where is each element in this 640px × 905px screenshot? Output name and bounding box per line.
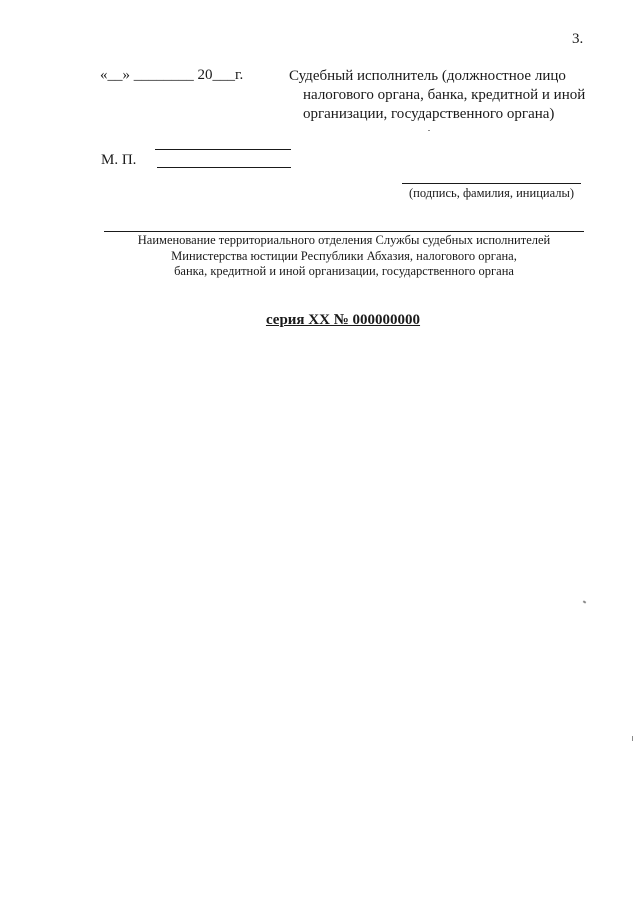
signature-caption: (подпись, фамилия, инициалы) <box>408 186 575 200</box>
stamp-blank-line <box>157 167 291 168</box>
scan-speck <box>428 130 430 131</box>
scan-speck <box>583 600 587 603</box>
executor-title-line: организации, государственного органа) <box>303 106 555 122</box>
page-number: 3. <box>572 31 584 47</box>
executor-title-line: налогового органа, банка, кредитной и иной <box>303 87 586 103</box>
organization-caption <box>104 233 584 280</box>
scan-speck <box>632 736 633 741</box>
organization-caption-line: банка, кредитной и иной организации, государственного органа <box>174 264 514 278</box>
organization-caption-line: Министерства юстиции Республики Абхазия, налогового органа, <box>171 248 517 263</box>
signature-blank-line <box>402 183 581 184</box>
stamp-blank-line <box>155 149 291 150</box>
executor-title <box>289 67 609 124</box>
stamp-label: М. П. <box>101 152 137 168</box>
organization-blank-line <box>104 231 584 232</box>
series-number: серия ХХ № 000000000 <box>265 312 421 328</box>
organization-caption-line: Наименование территориального отделения Службы судебных исполнителей <box>137 233 551 247</box>
date-field: «__» ________ 20___г. <box>100 67 244 83</box>
executor-title-line: Судебный исполнитель (должностное лицо <box>289 68 566 84</box>
